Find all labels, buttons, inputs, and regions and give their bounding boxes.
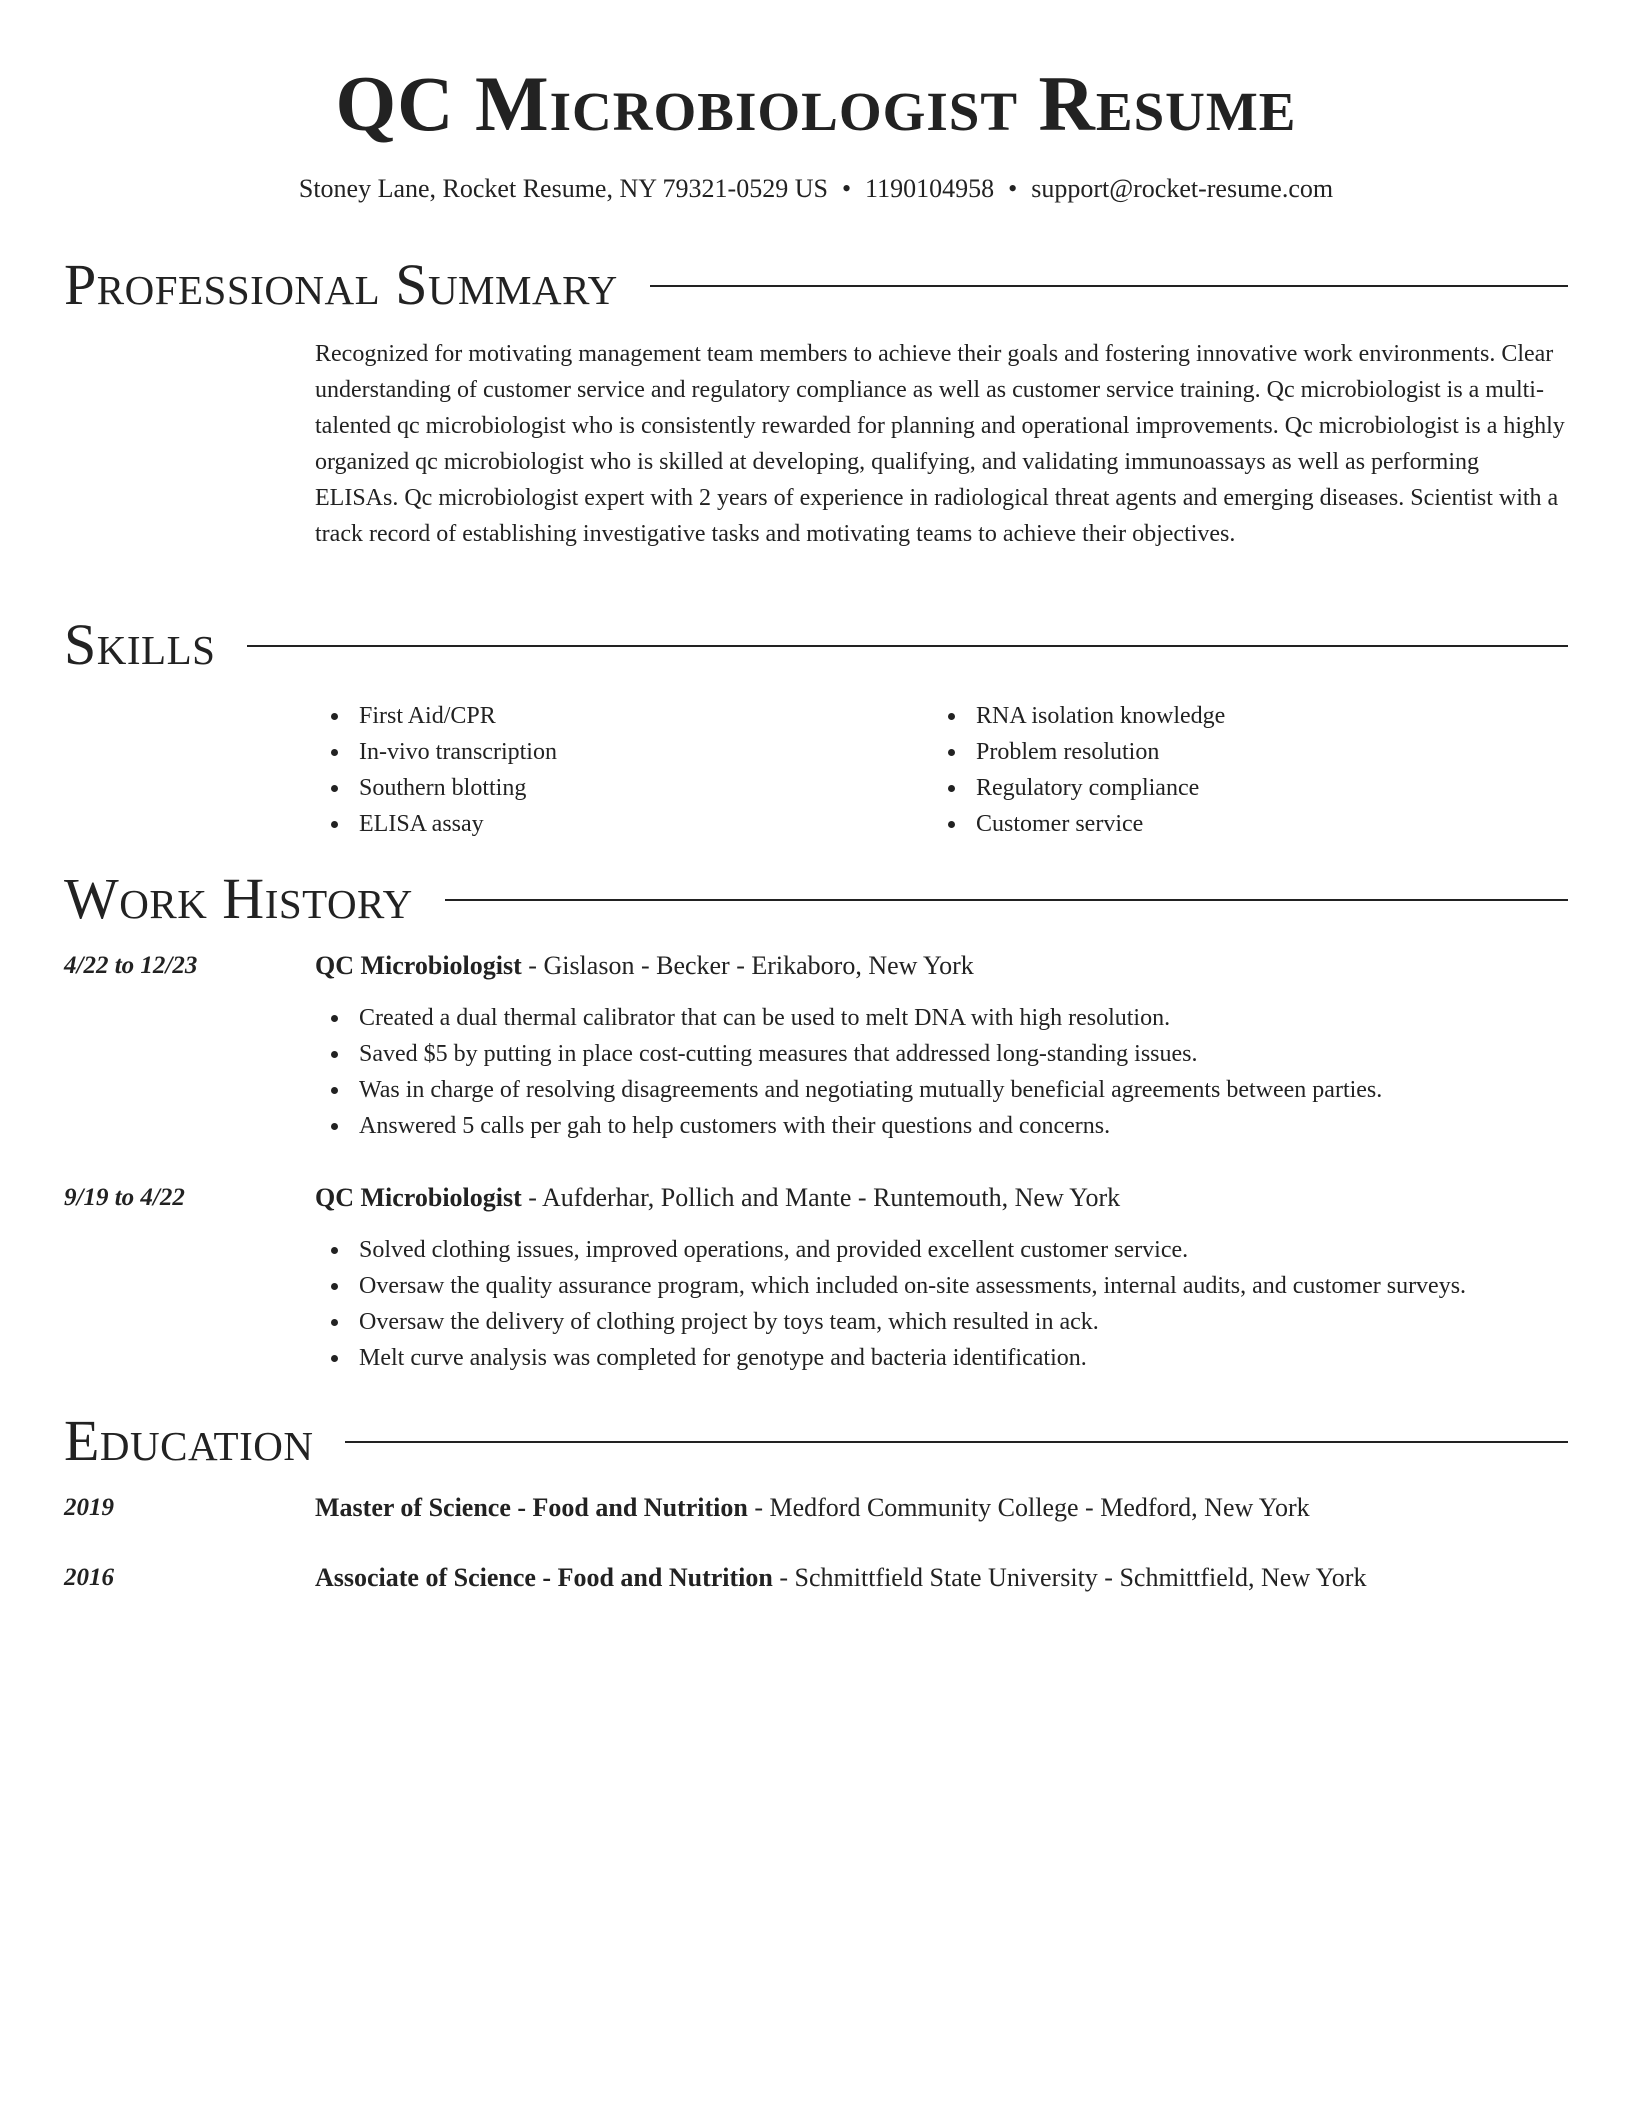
job-dates: 4/22 to 12/23: [64, 952, 198, 979]
job-dates: 9/19 to 4/22: [64, 1184, 185, 1211]
skills-heading: Skills: [64, 612, 216, 677]
job-bullet: Solved clothing issues, improved operations, and provided excellent customer service.: [315, 1232, 1568, 1268]
job-bullet: Melt curve analysis was completed for genotype and bacteria identification.: [315, 1340, 1568, 1376]
skills-list: [315, 698, 1568, 842]
section-divider: [445, 899, 1568, 901]
contact-separator: •: [1008, 174, 1018, 203]
skill-item: Customer service: [932, 806, 1549, 842]
work-heading: Work History: [64, 866, 413, 931]
summary-heading: Professional Summary: [64, 252, 618, 317]
education-heading: Education: [64, 1408, 314, 1473]
skill-item: ELISA assay: [315, 806, 932, 842]
education-degree: Master of Science - Food and Nutrition: [315, 1493, 748, 1522]
contact-separator: •: [841, 174, 852, 203]
job-role: QC Microbiologist: [315, 951, 522, 980]
job-bullets: [315, 1000, 1568, 1144]
skills-column-right: [932, 698, 1549, 842]
section-divider: [650, 285, 1568, 287]
education-year: 2019: [64, 1494, 114, 1521]
skill-item: First Aid/CPR: [315, 698, 932, 734]
education-school: - Medford Community College - Medford, New York: [747, 1493, 1310, 1522]
skill-item: RNA isolation knowledge: [932, 698, 1549, 734]
contact-email: support@rocket-resume.com: [1031, 174, 1334, 203]
section-divider: [247, 645, 1568, 647]
education-degree: Associate of Science - Food and Nutrition: [315, 1563, 773, 1592]
job-bullet: Answered 5 calls per gah to help customers with their questions and concerns.: [315, 1108, 1568, 1144]
skill-item: Regulatory compliance: [932, 770, 1549, 806]
job-bullet: Was in charge of resolving disagreements and negotiating mutually beneficial agreements between parties.: [315, 1072, 1568, 1108]
summary-text: Recognized for motivating management team members to achieve their goals and fostering innovative work environments. Clear understanding of customer service and regulatory compliance as well as customer service training. Qc microbiologist is a multi-talented qc microbiologist who is consistently rewarded for planning and operational improvements. Qc microbiologist is a highly organized qc microbiologist who is skilled at developing, qualifying, and validating immunoassays as well as performing ELISAs. Qc microbiologist expert with 2 years of experience in radiological threat agents and emerging diseases. Scientist with a track record of establishing investigative tasks and motivating teams to achieve their objectives.: [315, 341, 1565, 547]
resume-title: QC Microbiologist Resume: [335, 60, 1297, 147]
education-school: - Schmittfield State University - Schmittfield, New York: [772, 1563, 1367, 1592]
job-bullets: [315, 1232, 1568, 1376]
job-title: [315, 948, 1568, 984]
job-bullet: Oversaw the quality assurance program, which included on-site assessments, internal audits, and customer surveys.: [315, 1268, 1568, 1304]
education-year: 2016: [64, 1564, 114, 1591]
skills-column-left: [315, 698, 932, 842]
job-employer: - Gislason - Becker - Erikaboro, New York: [521, 951, 974, 980]
job-bullet: Created a dual thermal calibrator that can be used to melt DNA with high resolution.: [315, 1000, 1568, 1036]
job-title: [315, 1180, 1568, 1216]
job-employer: - Aufderhar, Pollich and Mante - Runtemouth, New York: [521, 1183, 1121, 1212]
job-bullet: Oversaw the delivery of clothing project by toys team, which resulted in ack.: [315, 1304, 1568, 1340]
contact-line: [64, 172, 1568, 206]
section-divider: [345, 1441, 1568, 1443]
education-entry: [315, 1560, 1568, 1596]
job-role: QC Microbiologist: [315, 1183, 522, 1212]
summary-section-header: [64, 250, 1568, 320]
work-section-header: [64, 864, 1568, 934]
skill-item: In-vivo transcription: [315, 734, 932, 770]
job-bullet: Saved $5 by putting in place cost-cutting measures that addressed long-standing issues.: [315, 1036, 1568, 1072]
skill-item: Southern blotting: [315, 770, 932, 806]
education-entry: [315, 1490, 1568, 1526]
education-section-header: [64, 1406, 1568, 1476]
contact-address: Stoney Lane, Rocket Resume, NY 79321-0529 US: [298, 174, 828, 203]
skills-section-header: [64, 610, 1568, 680]
contact-phone: 1190104958: [865, 174, 995, 203]
skill-item: Problem resolution: [932, 734, 1549, 770]
